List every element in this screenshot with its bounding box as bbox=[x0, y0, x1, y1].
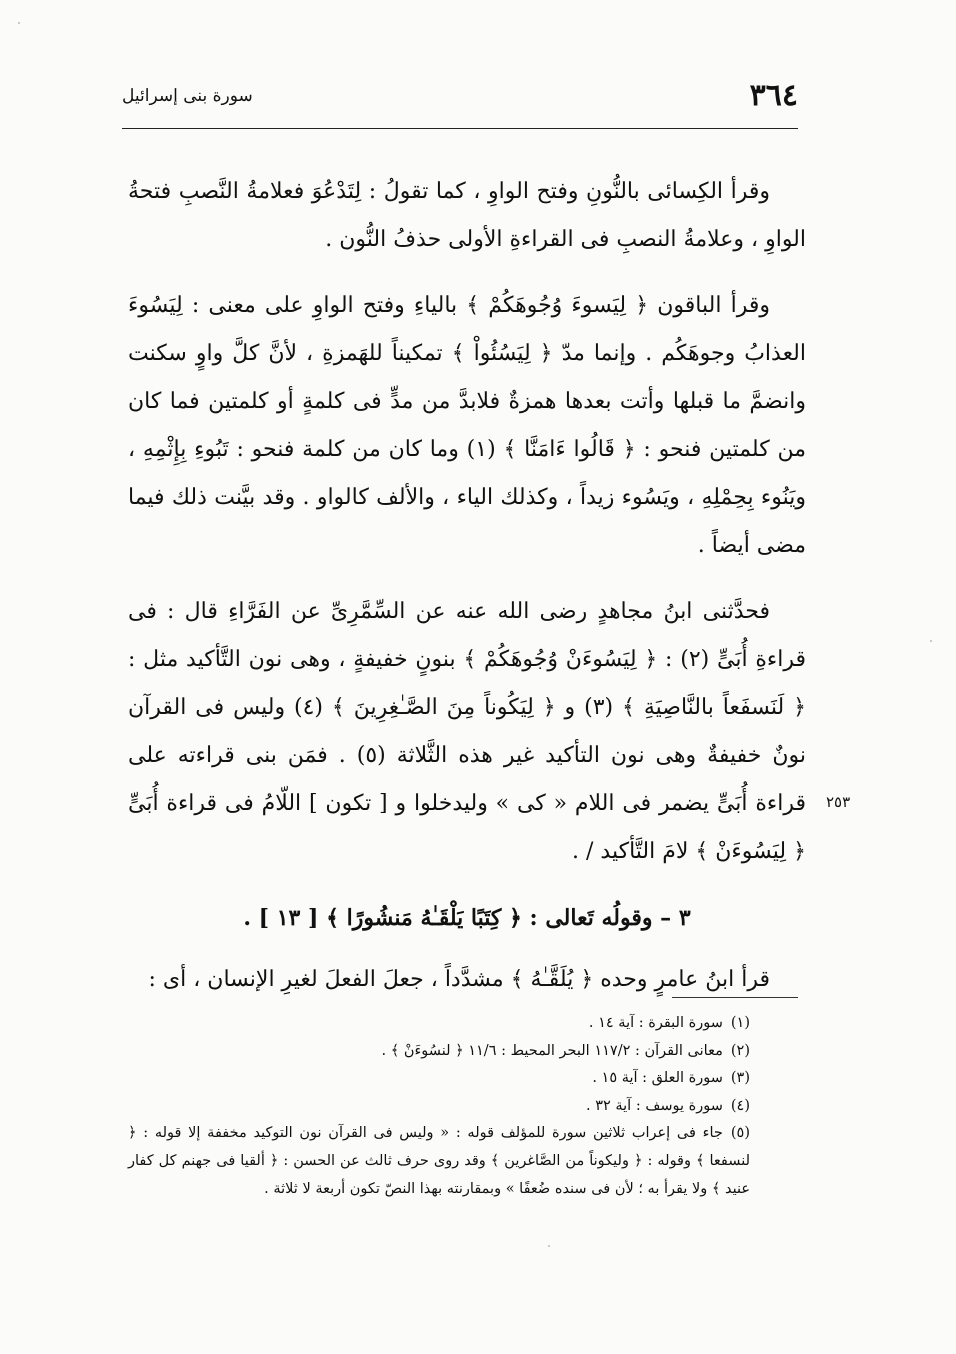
footnote-4 bbox=[128, 1093, 750, 1121]
paragraph-kisai: وقرأ الكِسائى بالنُّونِ وفتح الواوِ ، كما تقولُ : لِتَدْعُوَ فعلامةُ النَّصبِ فتحةُ الواوِ ، وعلامةُ النصبِ فى القراءةِ الأولى حذفُ النُّون . bbox=[128, 179, 806, 252]
footnote-number: (٤) bbox=[730, 1097, 750, 1114]
footnote-text: سورة البقرة : آية ١٤ . bbox=[588, 1015, 723, 1031]
section-title: ٣ – وقولُه تَعالى : ﴿ كِتَبًا يَلْقَـٰهُ مَنشُورًا ﴾ [ ١٣ ] . bbox=[243, 905, 691, 931]
footnote-number: (٢) bbox=[730, 1042, 750, 1059]
footnote-text: معانى القرآن : ١١٧/٢ البحر المحيط : ١١/٦ ﴿ لنسُوءَنْ ﴾ . bbox=[381, 1042, 723, 1059]
footnote-5 bbox=[128, 1120, 750, 1203]
running-title: سورة بنى إسرائيل bbox=[122, 86, 253, 106]
footnote-rule bbox=[672, 997, 798, 998]
footnote-3 bbox=[128, 1065, 750, 1093]
paragraph-ibn-amir: قرأ ابنُ عامرٍ وحده ﴿ يُلَقَّـٰهُ ﴾ مشدَّداً ، جعلَ الفعلَ لغيرِ الإنسان ، أى : bbox=[148, 967, 770, 992]
margin-page-reference: ٢٥٣ bbox=[826, 793, 851, 811]
scan-speck bbox=[548, 1245, 550, 1247]
footnote-number: (١) bbox=[730, 1015, 750, 1031]
footnote-number: (٣) bbox=[730, 1070, 750, 1087]
header-rule bbox=[122, 128, 798, 129]
page-number: ٣٦٤ bbox=[749, 78, 798, 113]
main-text bbox=[128, 168, 806, 1022]
page-header bbox=[122, 78, 798, 122]
scan-speck bbox=[18, 22, 20, 24]
footnote-text: جاء فى إعراب ثلاثين سورة للمؤلف قوله : « وليس فى القرآن نون التوكيد مخففة إلا قوله : ﴿ لنسفعا ﴾ وقوله : ﴿ وليكوناً من الصَّاغرين ﴾ وقد روى حرف ثالث عن الحسن : ﴿ ألقيا فى جهنم كل كفار عنيد ﴾ ولا يقرأ به ؛ لأن فى سنده ضُعفًا » وبمقارنته بهذا النصّ تكون أربعة لا ثلاثة . bbox=[128, 1125, 750, 1197]
footnote-text: سورة يوسف : آية ٣٢ . bbox=[585, 1097, 723, 1114]
footnote-number: (٥) bbox=[730, 1125, 750, 1142]
paragraph-ubayy: فحدَّثنى ابنُ مجاهدٍ رضى الله عنه عن السِّمَّرِىِّ عن الفَرَّاءِ قال : فى قراءةِ أُبَىٍّ (٢) : ﴿ لِيَسُوءَنْ وُجُوهَكُمْ ﴾ بنونٍ خفيفةٍ ، وهى نون التَّأكيد مثل : ﴿ لَنَسفَعاً بالنَّاصِيَةِ ﴾ (٣) و ﴿ لِيَكُوناً مِنَ الصَّـٰغِرِينَ ﴾ (٤) وليس فى القرآن نونٌ خفيفةٌ وهى نون التأكيد غير هذه الثَّلاثة (٥) . فمَن بنى قراءته على قراءة أُبَىٍّ يضمر فى اللام « كى » وليدخلوا و [ تكون ] اللّامُ فى قراءة أُبَىٍّ ﴿ لِيَسُوءَنْ ﴾ لامَ التَّأكيد / . bbox=[128, 599, 807, 864]
footnote-1 bbox=[128, 1010, 750, 1038]
scan-speck bbox=[930, 640, 932, 642]
footnote-text: سورة العلق : آية ١٥ . bbox=[592, 1070, 723, 1087]
footnotes bbox=[128, 1010, 750, 1203]
paragraph-others: وقرأ الباقون ﴿ لِيَسوءَ وُجُوهَكُمْ ﴾ بالياءِ وفتح الواوِ على معنى : لِيَسُوءَ العذابُ وجوهَكُم . وإنما مدّ ﴿ لِيَسُئُواْ ﴾ تمكيناً للهَمزةِ ، لأنَّ كلَّ واوٍ سكنت وانضمَّ ما قبلها وأتت بعدها همزةٌ فلابدَّ من مدٍّ فى كلمةٍ أو كلمتين فما كان من كلمتين فنحو : ﴿ قَالُوا ءَامَنَّا ﴾ (١) وما كان من كلمة فنحو : تَبُوءِ بِإِثْمِهِ ، ويَنُوء بِحِمْلِهِ ، ويَسُوء زيداً ، وكذلك الياء ، والألف كالواو . وقد بيَّنت ذلك فيما مضى أيضاً . bbox=[128, 293, 806, 558]
footnote-2 bbox=[128, 1038, 750, 1066]
